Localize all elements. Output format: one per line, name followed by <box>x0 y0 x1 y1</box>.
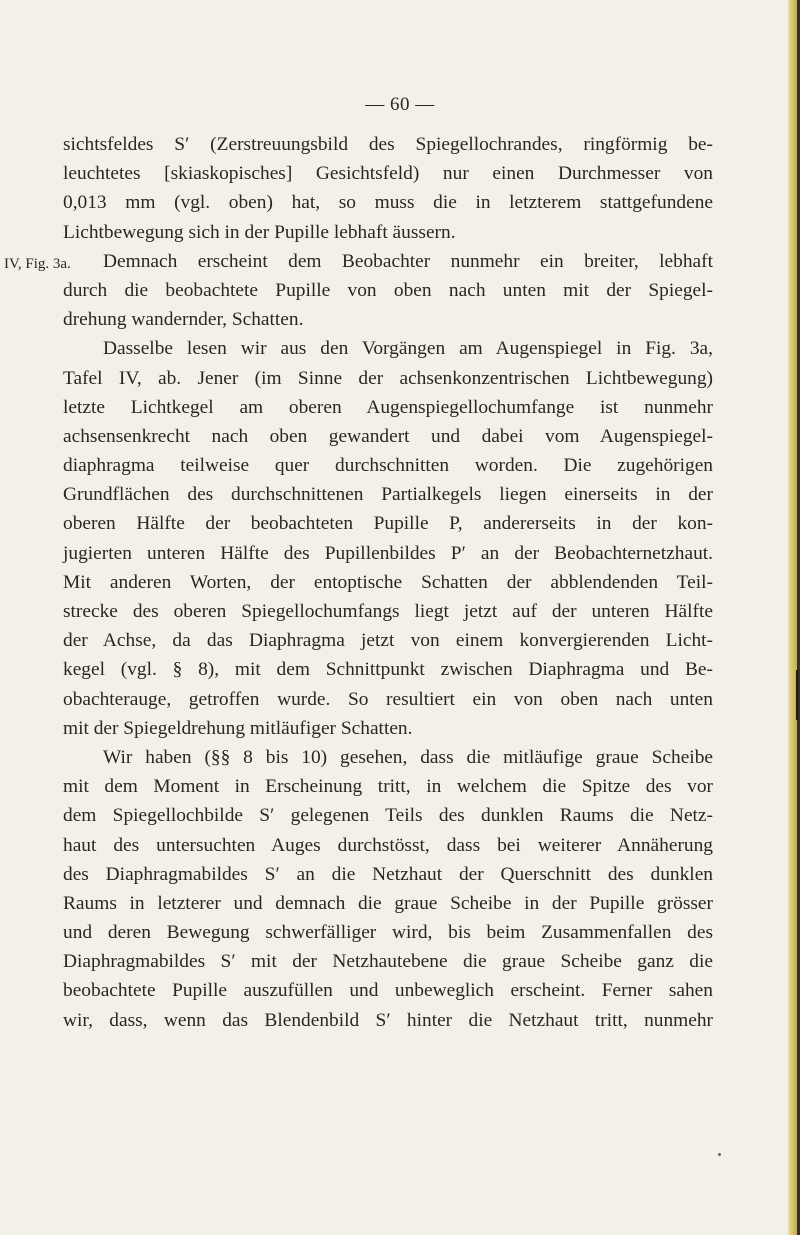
text-line: diaphragma teilweise quer durchschnitten worden. Die zugehörigen <box>63 455 713 477</box>
text-line: letzte Lichtkegel am oberen Augenspiegellochumfange ist nunmehr <box>63 396 713 418</box>
text-line: achsensenkrecht nach oben gewandert und dabei vom Augenspiegel- <box>63 425 713 447</box>
text-line: strecke des oberen Spiegellochumfangs liegt jetzt auf der unteren Hälfte <box>63 601 713 622</box>
text-line: oberen Hälfte der beobachteten Pupille P, andererseits in der kon- <box>63 513 713 535</box>
margin-note: IV, Fig. 3a. <box>4 256 71 272</box>
page-number: — 60 — <box>365 94 435 115</box>
text-line: wir, dass, wenn das Blendenbild S′ hinter die Netzhaut tritt, nunmehr <box>63 1009 713 1031</box>
text-line: beobachtete Pupille auszufüllen und unbeweglich erscheint. Ferner sahen <box>63 980 713 1002</box>
text-line: leuchtetes [skiaskopisches] Gesichtsfeld) nur einen Durchmesser von <box>63 163 713 185</box>
text-line: drehung wandernder, Schatten. <box>63 309 304 331</box>
text-line: haut des untersuchten Auges durchstösst, dass bei weiterer Annäherung <box>63 834 713 856</box>
text-line: Tafel IV, ab. Jener (im Sinne der achsenkonzentrischen Lichtbewegung) <box>63 367 713 389</box>
text-line: und deren Bewegung schwerfälliger wird, bis beim Zusammenfallen des <box>63 922 713 944</box>
text-line: 0,013 mm (vgl. oben) hat, so muss die in letzterem stattgefundene <box>63 192 713 214</box>
text-line: sichtsfeldes S′ (Zerstreuungsbild des Spiegellochrandes, ringförmig be- <box>63 134 713 155</box>
text-line: kegel (vgl. § 8), mit dem Schnittpunkt zwischen Diaphragma und Be- <box>63 659 713 681</box>
page-edge-mark <box>796 670 798 720</box>
text-line: durch die beobachtete Pupille von oben nach unten mit der Spiegel- <box>63 279 713 301</box>
text-line: jugierten unteren Hälfte des Pupillenbildes P′ an der Beobachternetzhaut. <box>63 542 713 564</box>
text-line: Dasselbe lesen wir aus den Vorgängen am Augenspiegel in Fig. 3a, <box>103 338 713 360</box>
paper-speck <box>718 1153 721 1156</box>
text-line: der Achse, da das Diaphragma jetzt von einem konvergierenden Licht- <box>63 630 713 652</box>
text-line: obachterauge, getroffen wurde. So resultiert ein von oben nach unten <box>63 688 713 710</box>
text-line: Mit anderen Worten, der entoptische Schatten der abblendenden Teil- <box>63 571 713 593</box>
text-line: mit der Spiegeldrehung mitläufiger Schatten. <box>63 717 413 739</box>
text-line: Raums in letzterer und demnach die graue Scheibe in der Pupille grösser <box>63 892 713 914</box>
text-line: Wir haben (§§ 8 bis 10) gesehen, dass die mitläufige graue Scheibe <box>103 746 713 768</box>
text-line: Diaphragmabildes S′ mit der Netzhautebene die graue Scheibe ganz die <box>63 951 713 973</box>
body-text <box>63 130 713 1035</box>
text-line: Demnach erscheint dem Beobachter nunmehr ein breiter, lebhaft <box>103 250 713 272</box>
text-line: Grundflächen des durchschnittenen Partialkegels liegen einerseits in der <box>63 484 713 506</box>
text-line: dem Spiegellochbilde S′ gelegenen Teils des dunklen Raums die Netz- <box>63 805 713 827</box>
text-line: Lichtbewegung sich in der Pupille lebhaft äussern. <box>63 221 456 243</box>
text-line: des Diaphragmabildes S′ an die Netzhaut der Querschnitt des dunklen <box>63 863 713 885</box>
text-line: mit dem Moment in Erscheinung tritt, in welchem die Spitze des vor <box>63 776 713 798</box>
